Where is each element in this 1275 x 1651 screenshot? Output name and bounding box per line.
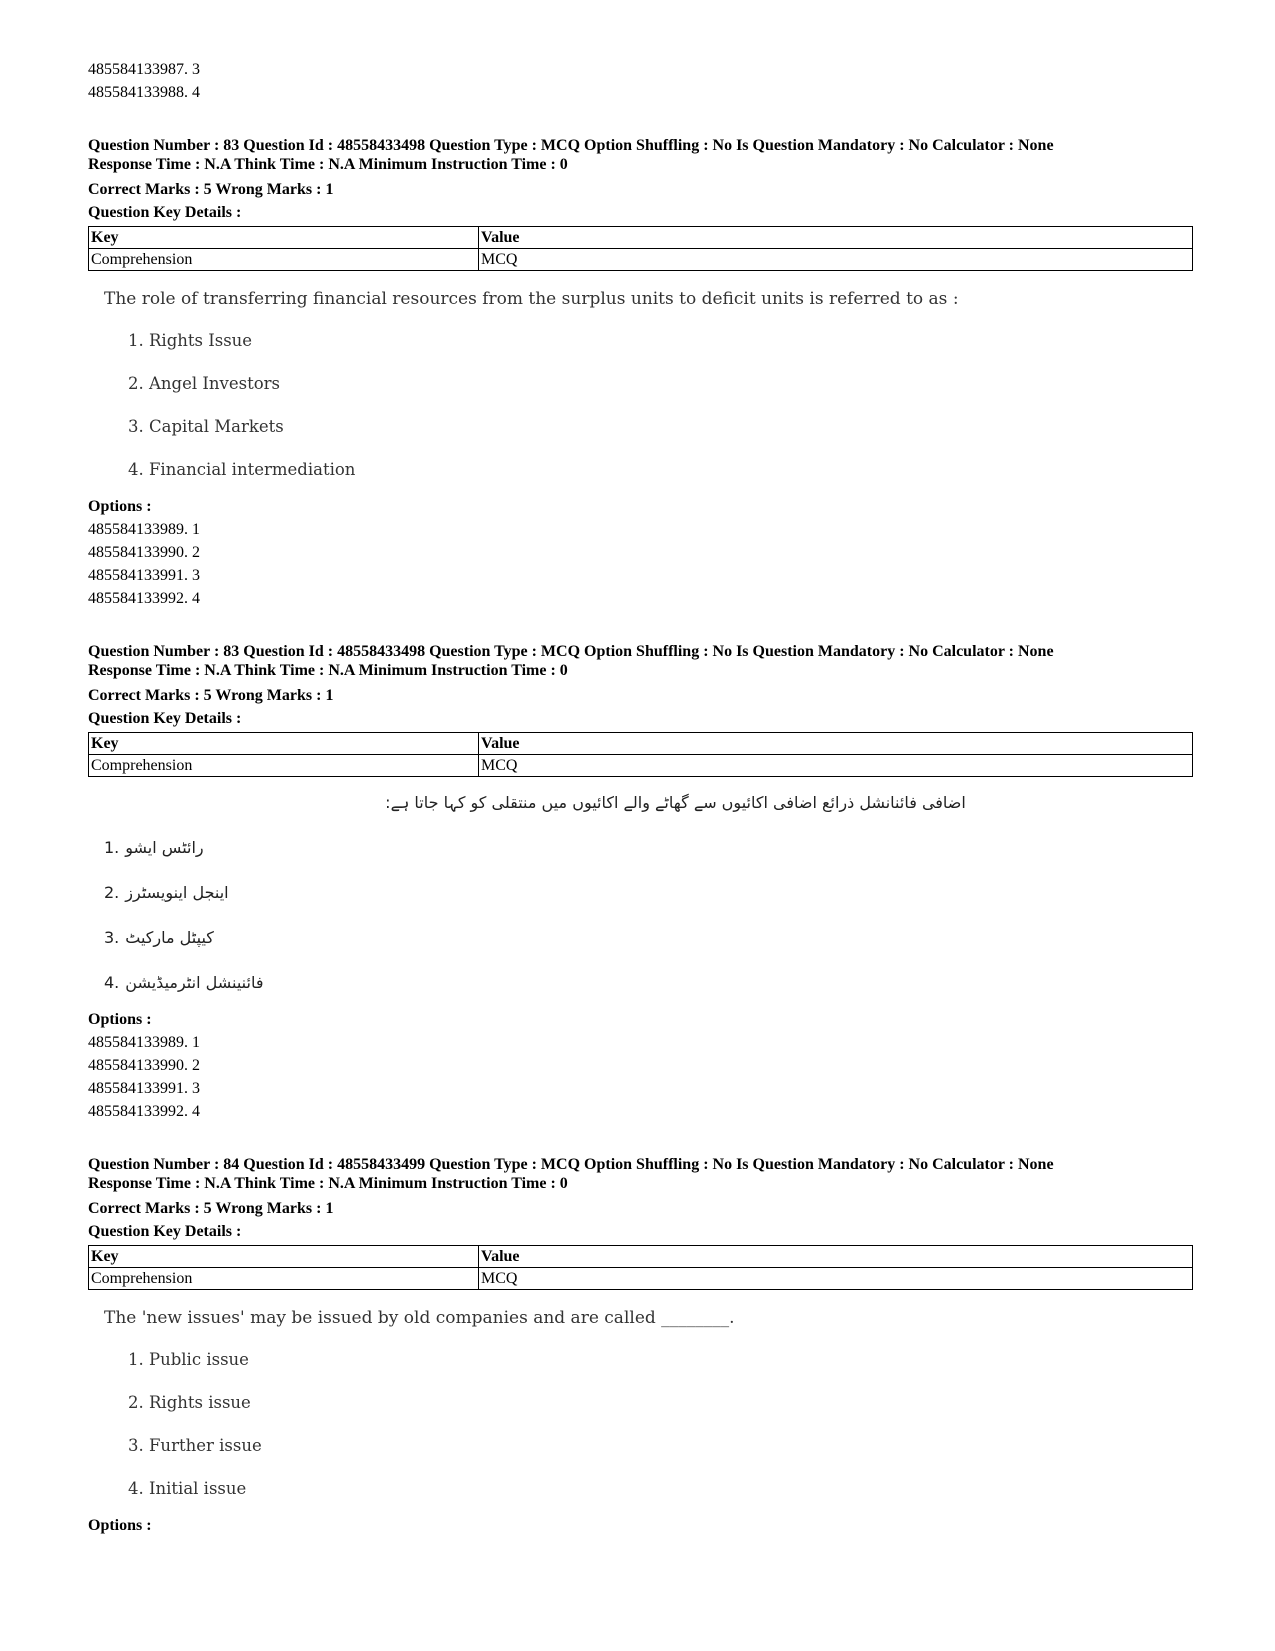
choice-item (104, 971, 1193, 994)
choice-item: 4. Financial intermediation (128, 460, 356, 479)
question-block-83-en (88, 136, 1193, 610)
value-header: Value (479, 227, 1193, 249)
table-header-row (89, 1246, 1193, 1268)
key-details-label: Question Key Details : (88, 204, 242, 221)
choice-item: 1. Public issue (128, 1350, 249, 1369)
option-id: 485584133988. 4 (88, 84, 200, 101)
question-header: Question Number : 83 Question Id : 48558433498 Question Type : MCQ Option Shuffling : No Is Question Mandatory : No Calculator : None (88, 137, 1054, 154)
key-details-label: Question Key Details : (88, 710, 242, 727)
choice-number: 1. (104, 838, 120, 857)
table-header-row (89, 227, 1193, 249)
question-marks: Correct Marks : 5 Wrong Marks : 1 (88, 1200, 334, 1217)
choice-item (104, 836, 1193, 859)
options-label: Options : (88, 498, 152, 515)
key-details-table (88, 1245, 1193, 1290)
option-id: 485584133992. 4 (88, 590, 200, 607)
key-cell: Comprehension (89, 1268, 479, 1290)
document-page (88, 58, 1193, 1537)
question-block-84-en (88, 1155, 1193, 1537)
question-marks: Correct Marks : 5 Wrong Marks : 1 (88, 181, 334, 198)
table-row (89, 249, 1193, 271)
question-timing: Response Time : N.A Think Time : N.A Minimum Instruction Time : 0 (88, 1175, 568, 1192)
question-timing: Response Time : N.A Think Time : N.A Minimum Instruction Time : 0 (88, 662, 568, 679)
previous-options (88, 58, 1193, 104)
choice-item (104, 881, 1193, 904)
question-header: Question Number : 83 Question Id : 48558433498 Question Type : MCQ Option Shuffling : No Is Question Mandatory : No Calculator : None (88, 643, 1054, 660)
options-label: Options : (88, 1011, 152, 1028)
choice-text: کیپٹل مارکیٹ (125, 928, 214, 947)
option-id: 485584133987. 3 (88, 61, 200, 78)
table-row (89, 1268, 1193, 1290)
choice-text: اینجل اینویسٹرز (125, 883, 229, 902)
option-id: 485584133989. 1 (88, 1034, 200, 1051)
key-details-label: Question Key Details : (88, 1223, 242, 1240)
choice-item: 3. Further issue (128, 1436, 262, 1455)
table-header-row (89, 733, 1193, 755)
option-id: 485584133990. 2 (88, 1057, 200, 1074)
key-header: Key (89, 227, 479, 249)
option-id: 485584133991. 3 (88, 1080, 200, 1097)
options-label: Options : (88, 1517, 152, 1534)
option-id: 485584133989. 1 (88, 521, 200, 538)
choice-number: 3. (104, 928, 120, 947)
choice-text: رائٹس ایشو (125, 838, 204, 857)
key-details-table (88, 732, 1193, 777)
key-header: Key (89, 733, 479, 755)
question-header: Question Number : 84 Question Id : 48558433499 Question Type : MCQ Option Shuffling : No Is Question Mandatory : No Calculator : None (88, 1156, 1054, 1173)
option-id: 485584133990. 2 (88, 544, 200, 561)
question-timing: Response Time : N.A Think Time : N.A Minimum Instruction Time : 0 (88, 156, 568, 173)
key-details-table (88, 226, 1193, 271)
value-cell: MCQ (479, 755, 1193, 777)
choice-item: 2. Rights issue (128, 1393, 251, 1412)
key-cell: Comprehension (89, 249, 479, 271)
key-header: Key (89, 1246, 479, 1268)
value-cell: MCQ (479, 249, 1193, 271)
choice-number: 4. (104, 973, 120, 992)
question-text: The 'new issues' may be issued by old companies and are called ________. (104, 1308, 735, 1328)
question-block-83-ur (88, 642, 1193, 1123)
choice-item (104, 926, 1193, 949)
option-id: 485584133991. 3 (88, 567, 200, 584)
value-cell: MCQ (479, 1268, 1193, 1290)
choice-item: 4. Initial issue (128, 1479, 247, 1498)
value-header: Value (479, 1246, 1193, 1268)
choice-item: 3. Capital Markets (128, 417, 284, 436)
question-text: The role of transferring financial resources from the surplus units to deficit units is referred to as : (104, 289, 959, 309)
key-cell: Comprehension (89, 755, 479, 777)
choice-text: فائنینشل انٹرمیڈیشن (125, 973, 264, 992)
option-id: 485584133992. 4 (88, 1103, 200, 1120)
question-marks: Correct Marks : 5 Wrong Marks : 1 (88, 687, 334, 704)
choice-item: 2. Angel Investors (128, 374, 280, 393)
choice-number: 2. (104, 883, 120, 902)
value-header: Value (479, 733, 1193, 755)
table-row (89, 755, 1193, 777)
question-text: اضافی فائنانشل ذرائع اضافی اکائیوں سے گھاٹے والے اکائیوں میں منتقلی کو کہا جاتا ہے: (385, 793, 966, 812)
choice-item: 1. Rights Issue (128, 331, 253, 350)
